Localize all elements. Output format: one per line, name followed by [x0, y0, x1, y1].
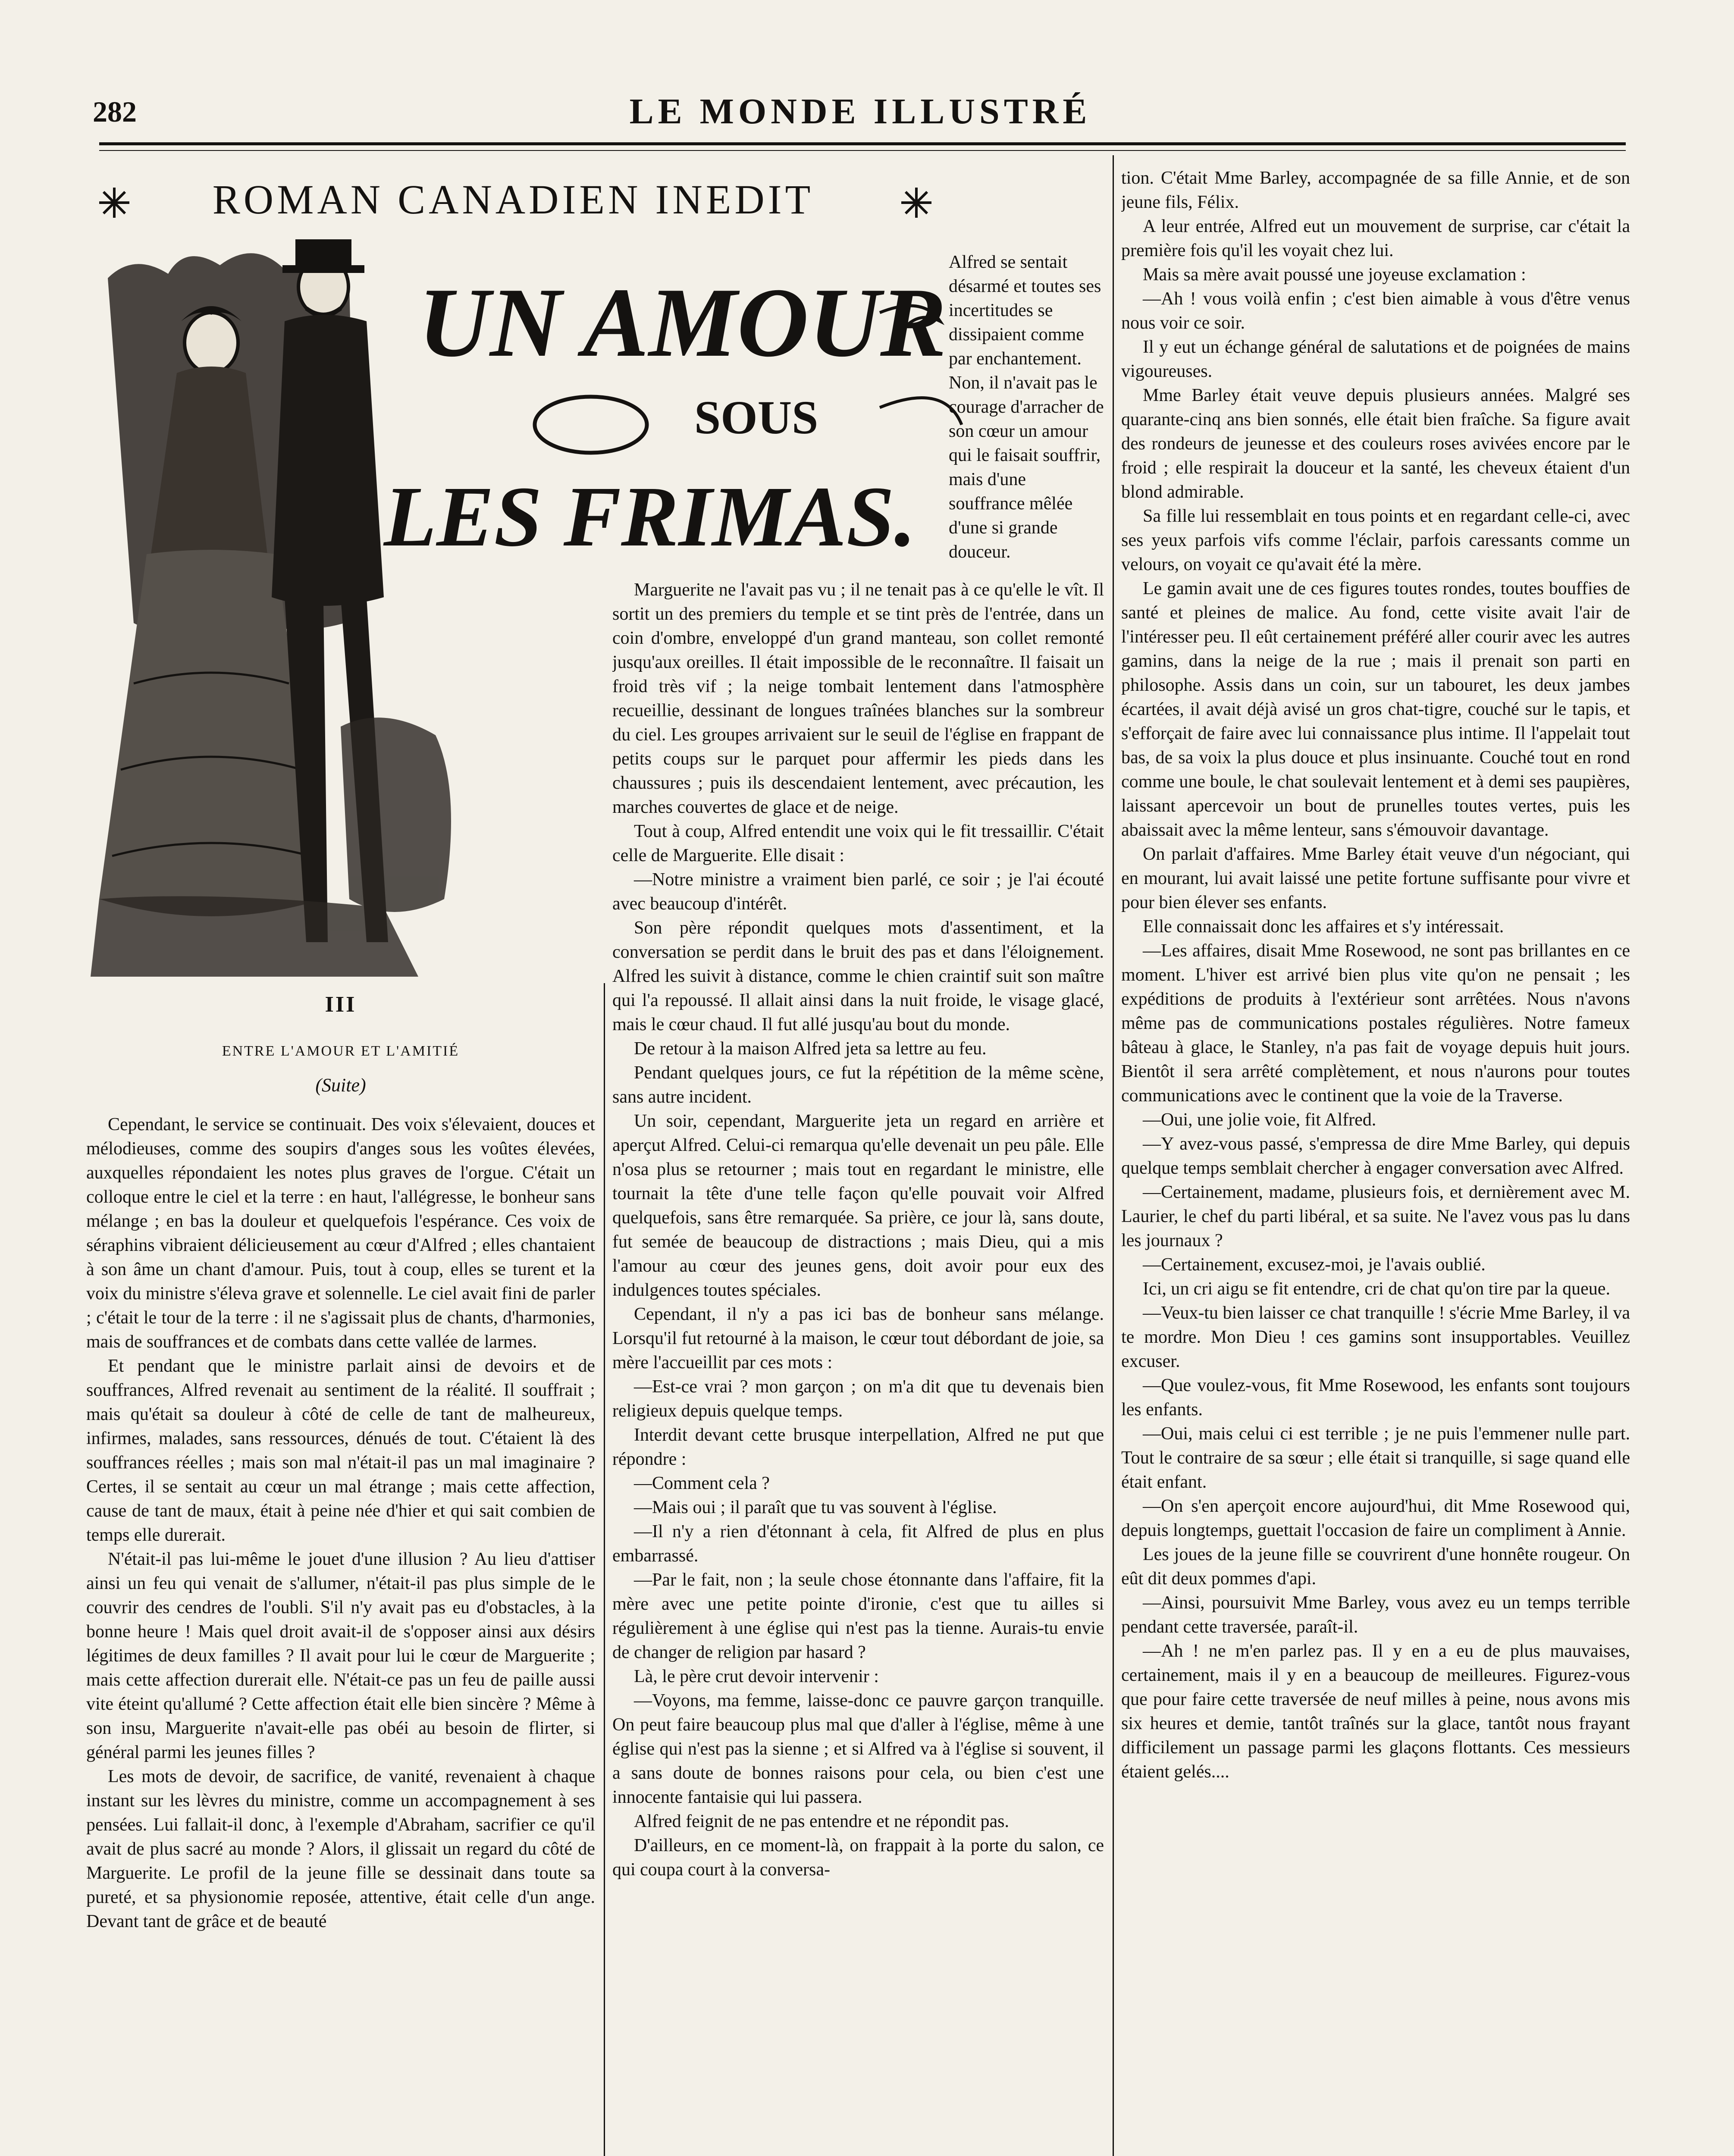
chapter-heading — [86, 992, 595, 1096]
paragraph: Un soir, cependant, Marguerite jeta un regard en arrière et aperçut Alfred. Celui-ci remarqua qu'elle devenait un peu pâle. Elle n'osa plus se retourner ; mais tout en regardant le ministre, elle tournait la tête d'une telle façon qu'elle pouvait voir Alfred quelquefois, sans être remarquée. Sa prière, ce jour là, sans doute, fut semée de beaucoup de distractions ; mais Dieu, qui a mis l'amour au cœur des jeunes gens, doit avoir pour eux des indulgences toutes spéciales. — [612, 1111, 1104, 1300]
paragraph: —Est-ce vrai ? mon garçon ; on m'a dit que tu devenais bien religieux depuis quelque temps. — [612, 1377, 1104, 1421]
title-word-sous: SOUS — [694, 391, 818, 444]
paragraph: Son père répondit quelques mots d'assentiment, et la conversation se perdit dans le bruit des pas et dans l'éloignement. Alfred les suivit à distance, comme le chien craintif suit son maître qui l'a repoussé. Il allait ainsi dans la nuit froide, le visage glacé, mais le cœur chaud. Il fut allé jusqu'au bout du monde. — [612, 918, 1104, 1034]
paragraph: Le gamin avait une de ces figures toutes rondes, toutes bouffies de santé et pleines de malice. Au fond, cette visite avait l'air de l'intéresser peu. Il eût certainement préféré aller courir avec les autres gamins, dans la neige de la rue ; mais il prenait son parti en philosophe. Assis dans un coin, sur un tabouret, les deux jambes écartées, il avait déjà avisé un gros chat-tigre, couché sur le tapis, et s'efforçait de faire avec lui connaissance plus intime. Il l'appelait tout bas, de sa voix la plus douce et plus insinuante. Couché tout en rond comme une boule, le chat soulevait lentement et à demi ses paupières, laissant apercevoir un bout de prunelles toutes vertes, puis les abaissait avec la même lenteur, sans s'émouvoir davantage. — [1121, 579, 1630, 840]
column-2 — [612, 578, 1104, 2156]
paragraph: —Mais oui ; il paraît que tu vas souvent à l'église. — [634, 1498, 997, 1517]
header-rule-thin — [99, 150, 1626, 151]
paragraph: Et pendant que le ministre parlait ainsi de devoirs et de souffrances, Alfred revenait au sentiment de la réalité. Il souffrait ; mais qu'était sa douleur à côté de celle de tant de malheureux, infirmes, malades, sans ressources, dénués de tout. C'étaient là des souffrances réelles ; mais son mal n'était-il pas un mal imaginaire ? Certes, il se sentait au cœur un mal étrange ; mais cette affection, cause de tant de maux, était à peine née d'hier et qui sait combien de temps elle durerait. — [86, 1356, 595, 1545]
page-number: 282 — [93, 95, 137, 128]
paragraph: Interdit devant cette brusque interpellation, Alfred ne put que répondre : — [612, 1425, 1104, 1469]
chapter-title: ENTRE L'AMOUR ET L'AMITIÉ — [222, 1043, 460, 1059]
paragraph: —Ainsi, poursuivit Mme Barley, vous avez eu un temps terrible pendant cette traversée, paraît-il. — [1121, 1593, 1630, 1637]
side-text-top — [949, 250, 1104, 564]
paragraph: Cependant, le service se continuait. Des voix s'élevaient, douces et mélodieuses, comme des soupirs d'anges sous les voûtes élevées, auxquelles répondaient les notes plus graves de l'orgue. C'était un colloque entre le ciel et la terre : en haut, l'allégresse, le bonheur sans mélange ; en bas la douleur et quelquefois l'espérance. Ces voix de séraphins vibraient délicieusement au cœur d'Alfred ; elles chantaient à son âme un chant d'amour. Puis, tout à coup, elles se turent et la voix du ministre s'éleva grave et solennelle. Le ciel avait fini de parler ; c'était le tour de la terre : il ne s'agissait plus de chants, d'harmonies, mais de souffrances et de combats dans cette vallée de larmes. — [86, 1115, 595, 1352]
paragraph: N'était-il pas lui-même le jouet d'une illusion ? Au lieu d'attiser ainsi un feu qui venait de s'allumer, n'était-il pas plus simple de le couvrir des cendres de l'oubli. S'il n'y avait pas eu d'obstacles, à la bonne heure ! Mais quel droit avait-il de s'opposer ainsi aux désirs légitimes de deux familles ? Il avait pour lui le cœur de Marguerite ; mais cette affection durerait elle. N'était-ce pas un feu de paille aussi vite éteint qu'allumé ? Cette affection était elle bien sincère ? Même à son insu, Marguerite n'avait-elle pas obéi au besoin de flirter, si général parmi les jeunes filles ? — [86, 1549, 595, 1762]
paragraph: —On s'en aperçoit encore aujourd'hui, dit Mme Rosewood qui, depuis longtemps, guettait l'occasion de faire un compliment à Annie. — [1121, 1496, 1630, 1540]
paragraph: —Que voulez-vous, fit Mme Rosewood, les enfants sont toujours les enfants. — [1121, 1376, 1630, 1420]
paragraph: —Par le fait, non ; la seule chose étonnante dans l'affaire, fit la mère avec une petite pointe d'ironie, c'est que tu ailles si régulièrement à une église qui n'est pas la tienne. Aurais-tu envie de changer de religion par hasard ? — [612, 1570, 1104, 1662]
paragraph: —Certainement, madame, plusieurs fois, et dernièrement avec M. Laurier, le chef du parti libéral, et sa suite. Ne l'avez vous pas lu dans les journaux ? — [1121, 1182, 1630, 1250]
paragraph: Les mots de devoir, de sacrifice, de vanité, revenaient à chaque instant sur les lèvres du ministre, comme un accompagnement à ses pensées. Lui fallait-il donc, à l'exemple d'Abraham, sacrifier ce qu'il avait de plus sacré au monde ? Alors, il glissait un regard du côté de Marguerite. Le profil de la jeune fille se dessinait dans toute sa pureté, et sa physionomie reposée, attentive, était celle d'un ange. Devant tant de grâce et de beauté — [86, 1767, 595, 1931]
paragraph: A leur entrée, Alfred eut un mouvement de surprise, car c'était la première fois qu'il les voyait chez lui. — [1121, 216, 1630, 260]
paragraph: Cependant, il n'y a pas ici bas de bonheur sans mélange. Lorsqu'il fut retourné à la maison, le cœur tout débordant de joie, sa mère l'accueillit par ces mots : — [612, 1304, 1104, 1373]
paragraph: —Les affaires, disait Mme Rosewood, ne sont pas brillantes en ce moment. L'hiver est arrivé bien plus vite qu'on ne pensait ; les expéditions de produits à l'extérieur sont arrêtées. Nous n'avons même pas de communications postales régulières. Notre fameux bâteau à glace, le Stanley, n'a pas fait de voyage depuis huit jours. Bientôt il sera arrêté complètement, et nous n'aurons pour toutes communications avec le continent que la voie de la Traverse. — [1121, 941, 1630, 1106]
suite-note: (Suite) — [315, 1075, 366, 1096]
paragraph: —Y avez-vous passé, s'empressa de dire Mme Barley, qui depuis quelque temps semblait chercher à engager conversation avec Alfred. — [1121, 1134, 1630, 1178]
paragraph: On parlait d'affaires. Mme Barley était veuve d'un négociant, qui en mourant, lui avait laissé une petite fortune suffisante pour vivre et pour bien élever ses enfants. — [1121, 844, 1630, 912]
paragraph: Là, le père crut devoir intervenir : — [634, 1667, 879, 1686]
paragraph: —Notre ministre a vraiment bien parlé, ce soir ; je l'ai écouté avec beaucoup d'intérêt. — [612, 870, 1104, 914]
banner-ornament-right — [901, 188, 931, 218]
paragraph: —Certainement, excusez-moi, je l'avais oublié. — [1143, 1255, 1486, 1275]
paragraph: Elle connaissait donc les affaires et s'y intéressait. — [1143, 917, 1504, 937]
paragraph: Mme Barley était veuve depuis plusieurs années. Malgré ses quarante-cinq ans bien sonnés, elle était bien fraîche. Sa figure avait des rondeurs de jeunesse et des couleurs roses avivées encore par le froid ; elle respirait la douceur et la santé, les cheveux étaient d'un blond admirable. — [1121, 385, 1630, 502]
paragraph: Ici, un cri aigu se fit entendre, cri de chat qu'on tire par la queue. — [1143, 1279, 1610, 1299]
paragraph: —Il n'y a rien d'étonnant à cela, fit Alfred de plus en plus embarrassé. — [612, 1522, 1104, 1566]
paragraph: —Ah ! vous voilà enfin ; c'est bien aimable à vous d'être venus nous voir ce soir. — [1121, 289, 1630, 333]
chapter-number: III — [325, 992, 357, 1017]
paragraph: —Veux-tu bien laisser ce chat tranquille ! s'écrie Mme Barley, il va te mordre. Mon Dieu ! ces gamins sont insupportables. Veuillez excuser. — [1121, 1303, 1630, 1371]
paragraph: Il y eut un échange général de salutations et de poignées de mains vigoureuses. — [1121, 337, 1630, 381]
header-rule-thick — [99, 142, 1626, 145]
journal-title: LE MONDE ILLUSTRÉ — [629, 91, 1091, 132]
title-ornament — [535, 397, 647, 453]
paragraph: Mais sa mère avait poussé une joyeuse exclamation : — [1143, 265, 1526, 285]
paragraph: Pendant quelques jours, ce fut la répétition de la même scène, sans autre incident. — [612, 1063, 1104, 1107]
paragraph: De retour à la maison Alfred jeta sa lettre au feu. — [634, 1039, 987, 1059]
paragraph: tion. C'était Mme Barley, accompagnée de sa fille Annie, et de son jeune fils, Félix. — [1121, 168, 1630, 212]
paragraph: —Oui, mais celui ci est terrible ; je ne puis l'emmener nulle part. Tout le contraire de sa sœur ; elle était si tranquille, si sage quand elle était enfant. — [1121, 1424, 1630, 1492]
paragraph: Alfred feignit de ne pas entendre et ne répondit pas. — [634, 1811, 1010, 1831]
column-1 — [86, 1112, 595, 2156]
paragraph: D'ailleurs, en ce moment-là, on frappait à la porte du salon, ce qui coupa court à la conversa- — [612, 1836, 1104, 1880]
paragraph: Tout à coup, Alfred entendit une voix qui le fit tressaillir. C'était celle de Marguerite. Elle disait : — [612, 821, 1104, 865]
banner-text: ROMAN CANADIEN INEDIT — [212, 176, 814, 222]
side-paragraph: Alfred se sentait désarmé et toutes ses incertitudes se dissipaient comme par enchantement. Non, il n'avait pas le courage d'arracher de son cœur un amour qui le faisait souffrir, mais d'une souffrance mêlée d'une si grande douceur. — [949, 252, 1104, 562]
paragraph: —Oui, une jolie voie, fit Alfred. — [1143, 1110, 1377, 1130]
paragraph: Les joues de la jeune fille se couvrirent d'une honnête rougeur. On eût dit deux pommes d'api. — [1121, 1545, 1630, 1589]
paragraph: —Voyons, ma femme, laisse-donc ce pauvre garçon tranquille. On peut faire beaucoup plus mal que d'aller à l'église, même à une église qui n'est pas la sienne ; et si Alfred va à l'église si souvent, il a sans doute de bonnes raisons pour cela, ou bien c'est une innocente fantaisie qui lui passera. — [612, 1691, 1104, 1807]
paragraph: Marguerite ne l'avait pas vu ; il ne tenait pas à ce qu'elle le vît. Il sortit un des premiers du temple et se tint près de l'entrée, dans un coin d'ombre, enveloppé d'un grand manteau, son collet remonté jusqu'aux oreilles. Il était impossible de le reconnaître. Il faisait un froid très vif ; la neige tombait lentement dans l'atmosphère recueillie, dessinant de longues traînées blanches sur la sombreur du ciel. Les groupes arrivaient sur le seuil de l'église en frappant de petits coups sur le parquet pour affermir les pieds dans les chaussures ; puis ils descendaient lentement, avec précaution, les marches couvertes de glace et de neige. — [612, 580, 1104, 817]
column-divider — [604, 983, 605, 2156]
paragraph: —Comment cela ? — [634, 1473, 770, 1493]
title-word-frimas: LES FRIMAS. — [384, 469, 916, 564]
paragraph: —Ah ! ne m'en parlez pas. Il y en a eu de plus mauvaises, certainement, mais il y en a beaucoup de meilleures. Figurez-vous que pour faire cette traversée de neuf milles à peine, nous avons mis six heures et demie, tantôt traînés sur la glace, tantôt nous frayant difficilement un passage parmi les glaçons flottants. Ces messieurs étaient gelés.... — [1121, 1641, 1630, 1782]
title-word-amour: UN AMOUR — [418, 267, 947, 377]
paragraph: Sa fille lui ressemblait en tous points et en regardant celle-ci, avec ses yeux parfois vifs comme l'éclair, parfois caressants comme un velours, on voyait ce qu'avait été la mère. — [1121, 506, 1630, 574]
column-divider — [1113, 155, 1114, 2156]
page-header — [93, 91, 1628, 138]
banner-ornament-left — [99, 188, 129, 218]
column-3 — [1121, 166, 1630, 2156]
